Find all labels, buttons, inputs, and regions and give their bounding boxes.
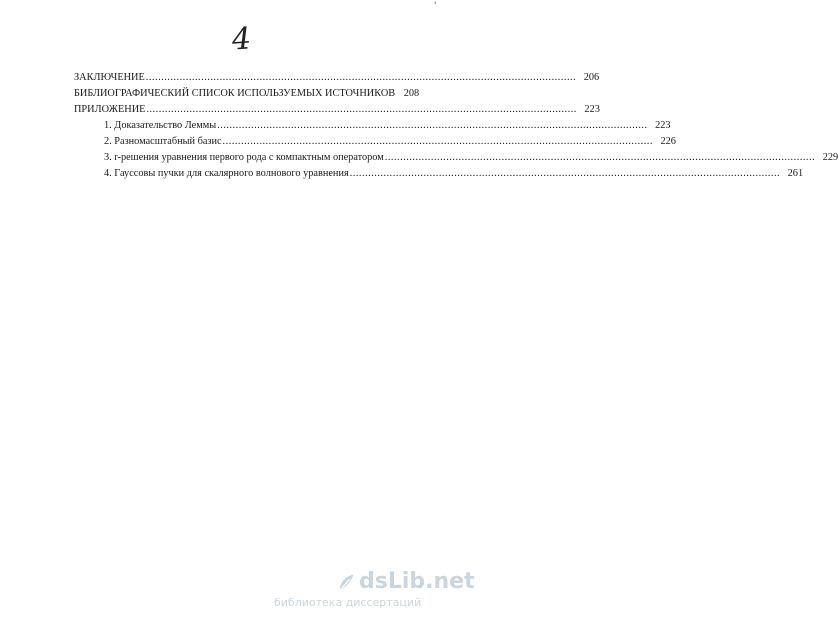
page-number: 4	[230, 21, 253, 58]
toc-entry-page: 223	[655, 120, 671, 131]
toc-entry-page: 206	[583, 72, 600, 83]
toc-entry-page: 226	[660, 136, 676, 147]
toc-entry-title: ЗАКЛЮЧЕНИЕ	[74, 72, 145, 83]
toc-leader-dots	[349, 166, 780, 182]
toc-entry-title: 2. Разномасштабный базис	[104, 136, 222, 147]
watermark	[274, 569, 475, 609]
toc-entry-title: 3. r-решения уравнения первого рода с компактным оператором	[104, 152, 384, 163]
toc-leader-dots	[384, 150, 815, 166]
toc-leader-dots	[145, 102, 576, 118]
dslib-logo-icon	[338, 573, 356, 591]
toc-entry-appendix-4	[104, 166, 804, 182]
toc-entry-title: 4. Гауссовы пучки для скалярного волнового уравнения	[104, 168, 349, 179]
toc-entry-title: 1. Доказательство Леммы	[104, 120, 217, 131]
toc-entry-title: ПРИЛОЖЕНИЕ	[74, 104, 146, 115]
watermark-logo-text: dsLib.net	[359, 569, 475, 594]
watermark-logo	[338, 569, 475, 594]
toc-entry-page: 229	[822, 152, 838, 163]
watermark-subtitle: библиотека диссертаций	[274, 596, 422, 609]
toc-leader-dots	[145, 70, 576, 86]
toc-leader-dots	[216, 118, 647, 134]
toc-entry-appendix-3	[104, 150, 838, 166]
toc-entry-title: БИБЛИОГРАФИЧЕСКИЙ СПИСОК ИСПОЛЬЗУЕМЫХ ИСТОЧНИКОВ	[74, 88, 396, 99]
toc-entry-bibliography	[74, 86, 420, 102]
toc-entry-page: 208	[403, 88, 420, 99]
toc-entry-page: 223	[584, 104, 600, 115]
toc-entry-conclusion	[74, 70, 600, 86]
toc-entry-appendix	[74, 102, 600, 118]
corner-mark: '	[434, 1, 437, 11]
toc-entry-appendix-2	[104, 134, 676, 150]
toc-entry-page: 261	[787, 168, 804, 179]
toc-leader-dots	[222, 134, 653, 150]
toc-entry-appendix-1	[104, 118, 671, 134]
table-of-contents	[74, 70, 838, 182]
